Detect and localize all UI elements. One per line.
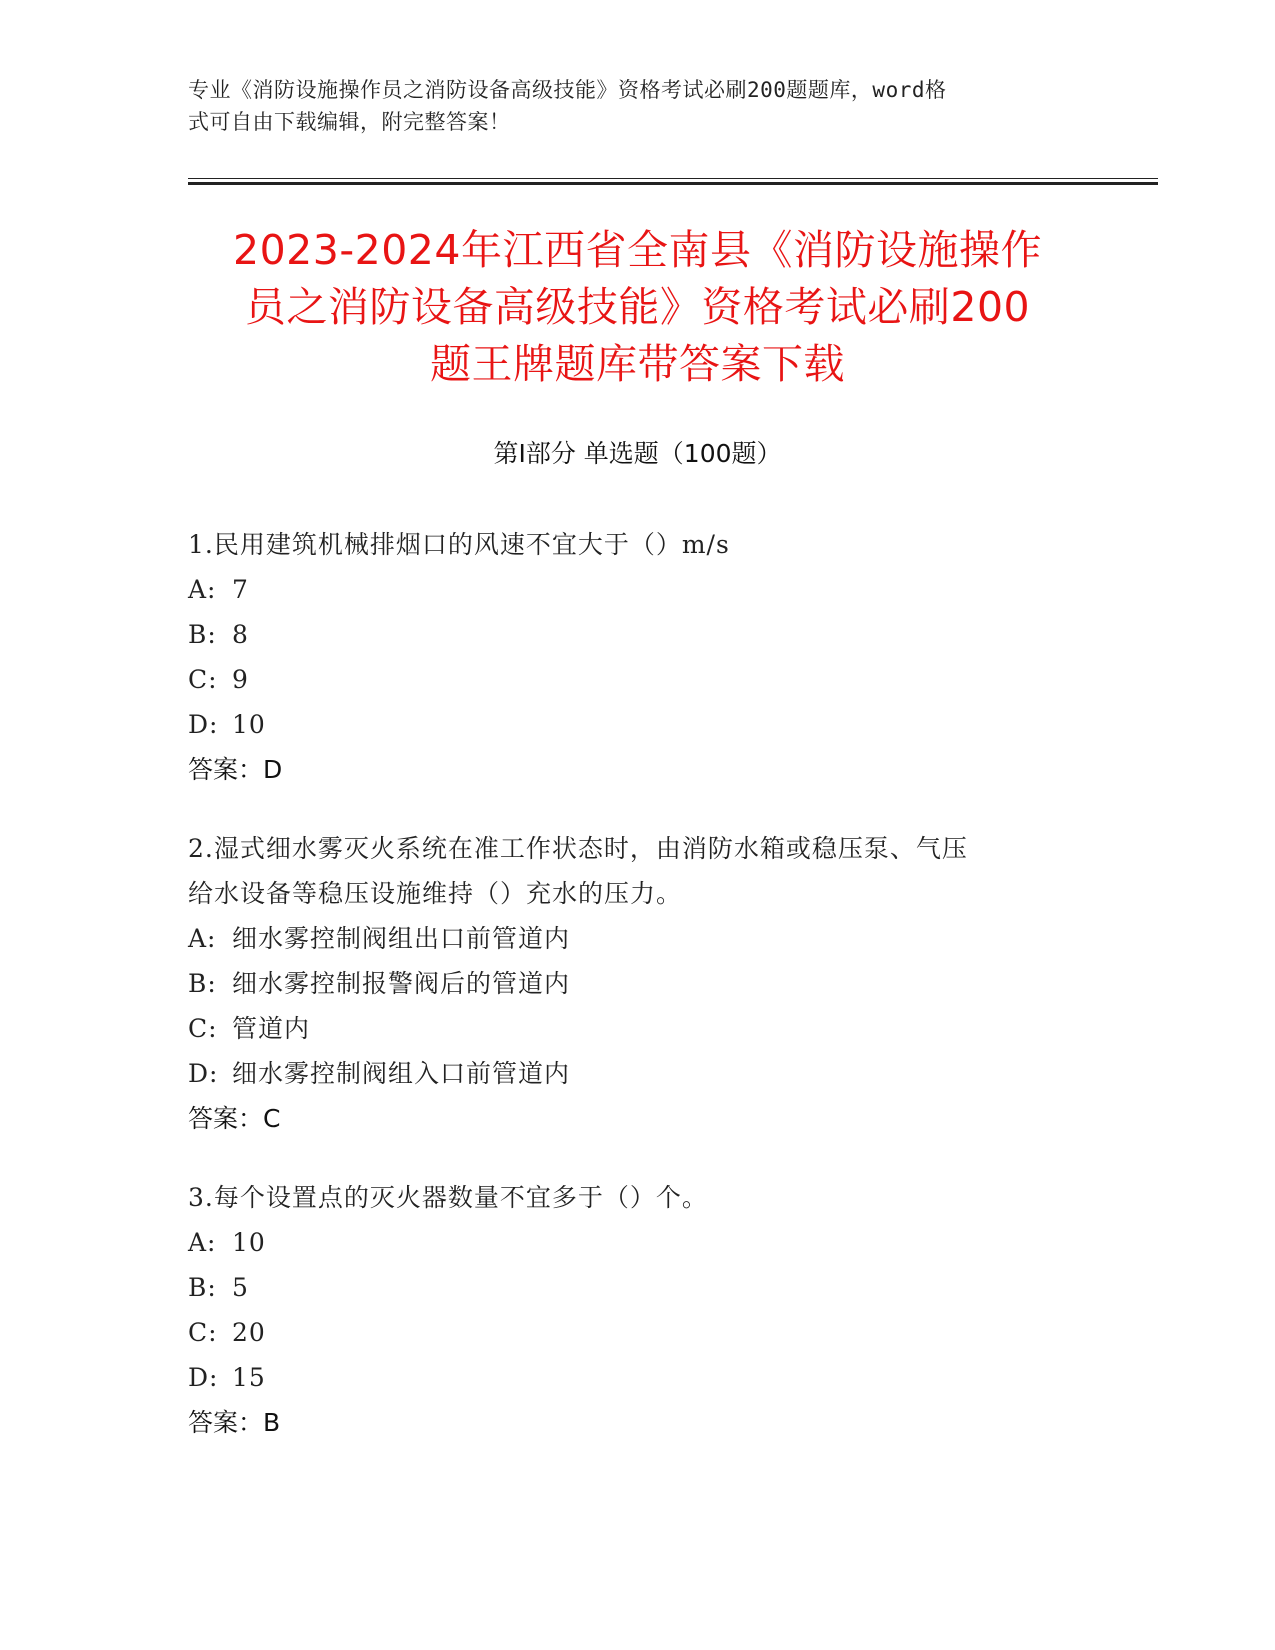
answer-option <box>188 1355 1088 1400</box>
option-letter: D: <box>188 1363 219 1392</box>
title-line: 员之消防设备高级技能》资格考试必刷200 <box>244 283 1031 331</box>
option-text: 7 <box>232 575 249 604</box>
option-text: 管道内 <box>232 1014 311 1043</box>
option-letter: B: <box>188 1273 217 1302</box>
answer-option <box>188 1051 1088 1096</box>
option-text: 10 <box>232 1228 266 1257</box>
header-note-line: 式可自由下载编辑，附完整答案！ <box>188 110 511 134</box>
option-text: 5 <box>232 1273 249 1302</box>
option-text: 9 <box>232 665 249 694</box>
title-line: 题王牌题库带答案下载 <box>430 340 845 388</box>
question-stem: 1.民用建筑机械排烟口的风速不宜大于（）m/s <box>188 530 730 559</box>
option-letter: B: <box>188 620 217 649</box>
answer-option <box>188 567 1088 612</box>
header-divider-thin <box>188 178 1158 179</box>
answer-option <box>188 702 1088 747</box>
question-item <box>188 1175 1088 1445</box>
answer-option <box>188 1220 1088 1265</box>
answer-option <box>188 612 1088 657</box>
option-text: 20 <box>232 1318 266 1347</box>
header-note-line: 专业《消防设施操作员之消防设备高级技能》资格考试必刷200题题库，word格 <box>188 78 947 102</box>
header-note <box>188 74 1068 138</box>
answer-option <box>188 1310 1088 1355</box>
option-text: 细水雾控制报警阀后的管道内 <box>232 969 571 998</box>
question-item <box>188 522 1088 792</box>
option-letter: A: <box>188 1228 217 1257</box>
question-stem: 给水设备等稳压设施维持（）充水的压力。 <box>188 879 683 908</box>
section-heading: 第Ⅰ部分 单选题（100题） <box>493 439 782 468</box>
answer-key: 答案：C <box>188 1104 281 1133</box>
question-stem: 2.湿式细水雾灭火系统在准工作状态时，由消防水箱或稳压泵、气压 <box>188 834 968 863</box>
option-letter: B: <box>188 969 217 998</box>
document-title <box>170 222 1105 393</box>
option-letter: A: <box>188 924 217 953</box>
answer-option <box>188 1265 1088 1310</box>
answer-option <box>188 916 1088 961</box>
answer-option <box>188 1006 1088 1051</box>
option-letter: C: <box>188 1014 218 1043</box>
answer-key: 答案：D <box>188 755 283 784</box>
answer-option <box>188 657 1088 702</box>
option-letter: C: <box>188 1318 218 1347</box>
option-letter: D: <box>188 1059 219 1088</box>
option-text: 8 <box>232 620 249 649</box>
option-text: 10 <box>232 710 266 739</box>
header-divider-thick <box>188 182 1158 185</box>
option-text: 15 <box>232 1363 266 1392</box>
option-letter: A: <box>188 575 217 604</box>
option-letter: D: <box>188 710 219 739</box>
option-letter: C: <box>188 665 218 694</box>
option-text: 细水雾控制阀组出口前管道内 <box>232 924 571 953</box>
title-line: 2023-2024年江西省全南县《消防设施操作 <box>233 226 1042 274</box>
question-stem: 3.每个设置点的灭火器数量不宜多于（）个。 <box>188 1183 708 1212</box>
question-list <box>188 522 1088 1479</box>
question-item <box>188 826 1088 1141</box>
answer-option <box>188 961 1088 1006</box>
answer-key: 答案：B <box>188 1408 281 1437</box>
option-text: 细水雾控制阀组入口前管道内 <box>232 1059 571 1088</box>
